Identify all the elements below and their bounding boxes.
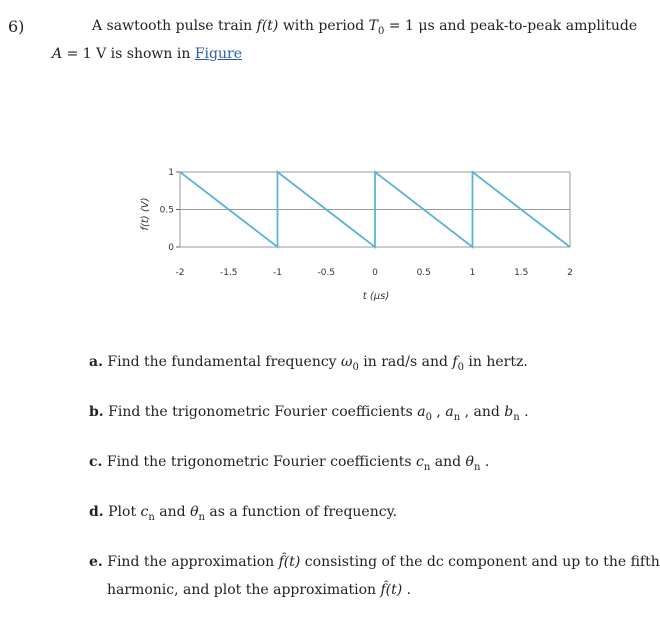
statement-text: with period: [278, 18, 369, 34]
question-text: .: [519, 404, 529, 420]
bn-symbol: b: [504, 404, 514, 420]
subscript: 0: [457, 361, 464, 373]
x-tick-label: -2: [175, 268, 185, 278]
f-hat-symbol: f̂(t): [380, 582, 403, 598]
question-label: e.: [89, 554, 103, 570]
subscript: n: [198, 511, 205, 523]
subscript: n: [453, 411, 461, 423]
x-axis-label: t (μs): [362, 291, 390, 302]
period-symbol: T: [368, 18, 378, 34]
f-hat-symbol: f̂(t): [278, 554, 301, 570]
question-text: .: [480, 454, 490, 470]
x-tick-label: 0.5: [416, 268, 431, 278]
statement-text: and peak-to-peak amplitude: [434, 18, 638, 34]
question-label: c.: [89, 454, 103, 470]
period-subscript: 0: [377, 25, 385, 37]
amplitude-symbol: A: [52, 46, 63, 62]
x-tick-label: 1.5: [514, 268, 529, 278]
subscript: n: [148, 511, 155, 523]
amplitude-value: = 1 V: [62, 46, 107, 62]
chart-ticks: [160, 168, 573, 278]
subscript: n: [513, 411, 520, 423]
y-tick-label: 0: [168, 243, 174, 253]
question-label: a.: [89, 354, 103, 370]
x-tick-label: 2: [567, 268, 573, 278]
question-b: [89, 404, 529, 423]
statement-text: is shown in: [106, 46, 195, 62]
question-text: as a function of frequency.: [204, 504, 398, 520]
question-a: [89, 354, 528, 373]
question-text: Find the approximation: [102, 554, 279, 570]
an-symbol: a: [445, 404, 454, 420]
f-symbol: f: [452, 354, 458, 370]
statement-text: A sawtooth pulse train: [92, 18, 257, 34]
period-value: = 1 μs: [384, 18, 435, 34]
subscript: n: [473, 461, 481, 473]
x-tick-label: 1: [469, 268, 476, 278]
x-tick-label: -1.5: [219, 268, 238, 278]
question-text: harmonic, and plot the approximation: [107, 582, 381, 598]
subscript: n: [423, 461, 431, 473]
omega-symbol: ω: [341, 354, 353, 370]
cn-symbol: c: [415, 454, 424, 470]
subscript: 0: [352, 361, 359, 373]
question-c: [89, 454, 489, 473]
question-label: b.: [89, 404, 104, 420]
y-tick-label: 0.5: [159, 205, 174, 216]
question-text: Find the fundamental frequency: [102, 354, 342, 370]
question-label: d.: [89, 504, 104, 520]
question-e: [89, 554, 660, 570]
theta-symbol: θ: [465, 454, 474, 470]
question-text: in hertz.: [463, 354, 528, 370]
question-text: consisting of the dc component and up to the fifth: [300, 554, 660, 570]
theta-symbol: θ: [190, 504, 199, 520]
question-text: .: [402, 582, 412, 598]
function-symbol: f(t): [256, 18, 279, 34]
question-e-continued: [107, 582, 411, 598]
question-number: 6): [8, 17, 25, 36]
subscript: 0: [425, 411, 432, 423]
question-text: ,: [431, 404, 446, 420]
question-text: , and: [460, 404, 505, 420]
question-text: and: [154, 504, 191, 520]
x-tick-label: -1: [273, 268, 282, 278]
question-text: Find the trigonometric Fourier coefficients: [103, 404, 418, 420]
figure-link[interactable]: Figure: [194, 46, 242, 62]
y-axis-label: f(t) (V): [140, 197, 151, 231]
x-tick-label: -0.5: [317, 268, 336, 278]
y-tick-label: 1: [168, 168, 174, 178]
question-text: and: [430, 454, 466, 470]
question-text: Plot: [103, 504, 141, 520]
question-text: in rad/s and: [358, 354, 453, 370]
cn-symbol: c: [140, 504, 149, 520]
a0-symbol: a: [417, 404, 426, 420]
question-text: Find the trigonometric Fourier coefficients: [102, 454, 416, 470]
x-tick-label: 0: [372, 268, 378, 278]
question-d: [89, 504, 397, 523]
